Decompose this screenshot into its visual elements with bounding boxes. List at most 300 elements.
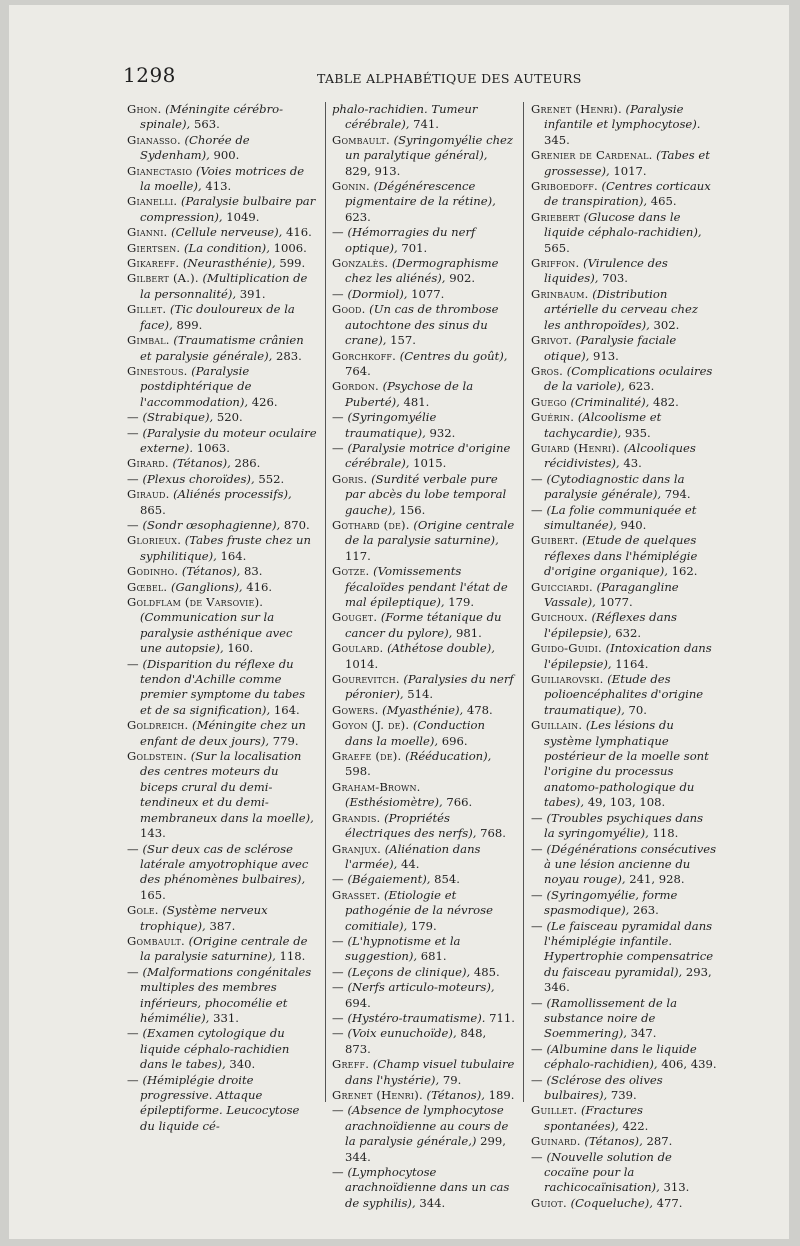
work-title: (Dermographisme chez les aliénés), xyxy=(345,256,499,286)
index-entry xyxy=(531,333,717,364)
author-name: — xyxy=(127,841,139,856)
author-name: Guido-Guidi. xyxy=(531,641,602,656)
author-name: Gianectasio xyxy=(127,163,193,178)
page-refs: 913. xyxy=(593,348,619,363)
index-entry xyxy=(127,965,317,1027)
index-entry xyxy=(127,595,317,657)
work-title: (Sondr œsophagienne), xyxy=(142,517,281,532)
author-name: Gouget. xyxy=(332,610,378,625)
work-title: (Rééducation), xyxy=(405,749,492,764)
work-title: (Communication sur la paralysie asthénique avec une autopsie), xyxy=(140,610,293,656)
page-refs: 1014. xyxy=(345,656,379,671)
index-entry xyxy=(127,657,317,719)
author-name: Guillain. xyxy=(531,718,583,733)
work-title: (Sur deux cas de sclérose latérale amyotrophique avec des phénomènes bulbaires), xyxy=(140,841,309,887)
page-refs: 241, 928. xyxy=(629,872,685,887)
work-title: (Tétanos), xyxy=(172,456,231,471)
work-title: (Intoxication dans l'épilepsie), xyxy=(544,641,712,671)
author-name: Grinbaum. xyxy=(531,286,589,301)
author-name: Grenier de Cardenal. xyxy=(531,148,653,163)
work-title: phalo-rachidien. Tumeur cérébrale), xyxy=(332,102,478,132)
page-refs: 632. xyxy=(615,625,642,640)
page-refs: 563. xyxy=(193,117,220,132)
work-title: (Voix eunuchoïde), xyxy=(347,1026,457,1041)
index-entry xyxy=(332,1165,515,1211)
work-title: (Leçons de clinique), xyxy=(347,964,471,979)
author-name: — xyxy=(531,841,543,856)
index-entry xyxy=(127,1073,317,1135)
author-name: Gotze. xyxy=(332,564,370,579)
index-entry xyxy=(531,256,717,287)
index-entry xyxy=(127,533,317,564)
index-entry xyxy=(531,395,717,410)
index-entry xyxy=(127,256,317,271)
author-name: — xyxy=(332,410,344,425)
page-refs: 465. xyxy=(650,194,677,209)
page-refs: 981. xyxy=(456,625,482,640)
index-entry xyxy=(332,672,515,703)
page-refs: 870. xyxy=(283,517,310,532)
work-title: (Alcooliques récidivistes), xyxy=(544,440,696,471)
work-title: (Centres du goût), xyxy=(399,348,508,363)
page-refs: 935. xyxy=(624,425,651,440)
work-title: (Ganglions), xyxy=(170,579,243,594)
work-title: (Forme tétanique du cancer du pylore), xyxy=(345,610,502,640)
author-name: — xyxy=(332,1026,344,1041)
author-name: — xyxy=(332,933,344,948)
work-title: (Vomissements fécaloïdes pendant l'état de mal épileptique), xyxy=(345,564,508,609)
page-refs: 477. xyxy=(656,1195,683,1210)
index-entry xyxy=(531,641,717,672)
page-refs: 143. xyxy=(140,826,166,841)
index-entry xyxy=(127,102,317,133)
index-entry xyxy=(531,287,717,333)
work-title: (Réflexes dans l'épilepsie), xyxy=(544,610,677,640)
index-entry xyxy=(127,410,317,425)
index-entry xyxy=(332,965,515,980)
author-name: Goldflam (de Varsovie). xyxy=(127,595,264,609)
index-entry xyxy=(332,1088,515,1103)
author-name: Godinho. xyxy=(127,564,179,579)
author-name: Ginestous. xyxy=(127,363,188,378)
work-title: (Paralysie bulbaire par compression), xyxy=(140,194,316,224)
page-refs: 1077. xyxy=(599,595,633,609)
page-refs: 768. xyxy=(480,826,506,841)
author-name: Gros. xyxy=(531,363,564,378)
page-refs: 552. xyxy=(258,471,285,486)
page-refs: 263. xyxy=(632,903,659,918)
work-title: (Examen cytologique du liquide céphalo-rachidien dans le tabes), xyxy=(140,1026,290,1072)
page-refs: 829, 913. xyxy=(345,163,401,178)
work-title: (Voies motrices de la moelle), xyxy=(140,163,305,194)
page-refs: 426. xyxy=(251,394,278,409)
index-entry xyxy=(531,718,717,810)
index-entry xyxy=(127,580,317,595)
author-name: — xyxy=(531,1149,543,1164)
index-entry xyxy=(127,225,317,240)
index-entry xyxy=(332,1057,515,1088)
author-name: Gianni. xyxy=(127,225,168,240)
work-title: (Les lésions du système lymphatique postérieur de la moelle sont l'origine du processus anatomo-pathologique du tabes), xyxy=(544,718,709,810)
author-name: — xyxy=(332,980,344,995)
page-refs: 623. xyxy=(345,209,371,224)
author-name: Guego xyxy=(531,394,567,409)
author-name: Granjux. xyxy=(332,841,381,856)
page-refs: 79. xyxy=(442,1072,462,1087)
index-entry xyxy=(531,364,717,395)
page-refs: 794. xyxy=(664,487,691,502)
work-title: (Troubles psychiques dans la syringomyélie), xyxy=(544,810,704,841)
index-entry xyxy=(127,164,317,195)
author-name: Ghon. xyxy=(127,102,162,116)
work-title: (Paralysie postdiphtérique de l'accommodation), xyxy=(140,363,252,409)
work-title: (Système nerveux trophique), xyxy=(140,903,268,933)
work-title: (Origine centrale de la paralysie saturnine), xyxy=(140,933,308,964)
author-name: Guiliarovski. xyxy=(531,672,604,687)
author-name: — xyxy=(531,1041,543,1056)
work-title: (Etude de quelques réflexes dans l'hémiplégie d'origine organique), xyxy=(544,533,698,579)
index-entry xyxy=(332,641,515,672)
work-title: (Paralysies du nerf péronier), xyxy=(345,672,514,702)
page-refs: 865. xyxy=(140,502,166,517)
index-entry xyxy=(332,179,515,225)
page-refs: 156. xyxy=(399,502,426,517)
work-title: (L'hypnotisme et la suggestion), xyxy=(345,933,461,964)
author-name: — xyxy=(332,1103,344,1118)
work-title: (Champ visuel tubulaire dans l'hystérie), xyxy=(345,1057,515,1087)
index-entry xyxy=(332,349,515,380)
author-name: Grivot. xyxy=(531,333,573,348)
author-name: Gianasso. xyxy=(127,132,181,147)
page-refs: 1077. xyxy=(411,286,445,301)
page-refs: 340. xyxy=(229,1057,256,1072)
index-entry xyxy=(332,379,515,410)
index-entry xyxy=(332,564,515,610)
index-entry xyxy=(127,1026,317,1072)
author-name: Goris. xyxy=(332,471,368,486)
page-refs: 848, 873. xyxy=(345,1026,487,1056)
author-name: Griboedoff. xyxy=(531,179,598,194)
index-entry xyxy=(531,210,717,256)
work-title: (Sclérose des olives bulbaires), xyxy=(544,1072,663,1102)
author-name: Gimbal. xyxy=(127,333,170,348)
author-name: — xyxy=(531,995,543,1010)
index-entry xyxy=(127,934,317,965)
work-title: (Hémorragies du nerf optique), xyxy=(345,225,476,255)
author-name: Gombault. xyxy=(127,933,185,948)
work-title: (Surdité verbale pure par abcès du lobe temporal gauche), xyxy=(345,471,507,517)
index-entry xyxy=(332,703,515,718)
work-title: (Glucose dans le liquide céphalo-rachidien), xyxy=(544,209,702,240)
author-name: Goldstein. xyxy=(127,749,188,764)
page-refs: 118. xyxy=(279,949,306,964)
page-refs: 485. xyxy=(473,964,500,979)
page-refs: 854. xyxy=(434,872,460,887)
page-refs: 164. xyxy=(220,548,247,563)
work-title: (Paragangline Vassale), xyxy=(544,579,679,609)
page-refs: 940. xyxy=(620,517,647,532)
author-name: Graefe (de). xyxy=(332,749,402,764)
page-refs: 623. xyxy=(628,379,655,394)
author-name: — xyxy=(332,440,344,455)
index-entry xyxy=(332,1026,515,1057)
index-entry xyxy=(531,842,717,888)
index-entry xyxy=(531,1196,717,1211)
work-title: (Paralysie du moteur oculaire externe). xyxy=(140,425,317,455)
author-name: — xyxy=(531,918,543,933)
page-refs: 189. xyxy=(488,1088,515,1102)
author-name: Griebert xyxy=(531,209,580,224)
author-name: Gombault. xyxy=(332,132,390,147)
index-entry xyxy=(332,256,515,287)
index-entry xyxy=(127,903,317,934)
page-title: TABLE ALPHABÉTIQUE DES AUTEURS xyxy=(317,71,582,86)
work-title: (Ramollissement de la substance noire de Soemmering), xyxy=(544,995,678,1041)
index-entry xyxy=(127,241,317,256)
work-title: (Esthésiomètre), xyxy=(345,795,443,810)
work-title: (Albumine dans le liquide céphalo-rachidien), xyxy=(544,1041,697,1072)
page-refs: 899. xyxy=(176,317,203,332)
work-title: (Tic douloureux de la face), xyxy=(140,302,295,332)
author-name: Gonzalès. xyxy=(332,256,389,271)
index-entry xyxy=(332,518,515,564)
index-entry xyxy=(531,1042,717,1073)
author-name: Gœbel. xyxy=(127,579,168,594)
column-3 xyxy=(523,102,721,1210)
index-entry xyxy=(127,364,317,410)
work-title: (Un cas de thrombose autochtone des sinus du crane), xyxy=(345,302,499,348)
work-title: (La condition), xyxy=(183,240,270,255)
page-refs: 83. xyxy=(244,564,263,579)
page-refs: 344. xyxy=(419,1195,446,1210)
index-entry xyxy=(531,441,717,472)
index-entry xyxy=(332,472,515,518)
page-refs: 766. xyxy=(446,795,473,810)
work-title: (Hémiplégie droite progressive. Attaque épileptiforme. Leucocytose du liquide cé- xyxy=(140,1072,300,1133)
index-entry xyxy=(332,287,515,302)
index-entry xyxy=(531,610,717,641)
page-refs: 599. xyxy=(279,256,306,271)
work-title: (Lymphocytose arachnoïdienne dans un cas de syphilis), xyxy=(345,1165,510,1210)
page-refs: 287. xyxy=(646,1134,673,1149)
page-refs: 162. xyxy=(671,564,698,579)
author-name: — xyxy=(531,471,543,486)
index-entry xyxy=(332,441,515,472)
author-name: Guinard. xyxy=(531,1134,581,1149)
author-name: Gorchkoff. xyxy=(332,348,397,363)
page-refs: 696. xyxy=(441,733,468,748)
page-refs: 293, 346. xyxy=(544,964,712,995)
page-refs: 299, 344. xyxy=(345,1134,506,1164)
work-title: (Syringomyélie chez un paralytique général), xyxy=(345,132,514,163)
page-refs: 43. xyxy=(623,456,642,471)
page-refs: 1006. xyxy=(273,240,307,255)
page-refs: 160. xyxy=(227,641,254,656)
index-entry xyxy=(332,1103,515,1165)
page-refs: 44. xyxy=(400,856,420,871)
index-entry xyxy=(332,102,515,133)
page-refs: 179. xyxy=(410,918,437,933)
page-refs: 70. xyxy=(628,702,647,717)
page-refs: 900. xyxy=(213,148,240,163)
page-refs: 164. xyxy=(273,702,300,717)
index-entry xyxy=(531,148,717,179)
author-name: — xyxy=(332,286,344,301)
author-name: Guérin. xyxy=(531,410,575,425)
page-refs: 701. xyxy=(401,240,428,255)
index-entry xyxy=(332,872,515,887)
work-title: (Etiologie et pathogénie de la névrose comitiale), xyxy=(345,887,493,933)
work-title: (Myasthénie), xyxy=(382,702,464,717)
index-entry xyxy=(332,133,515,179)
page-refs: 1049. xyxy=(226,209,260,224)
index-entry xyxy=(531,1073,717,1104)
work-title: (Le faisceau pyramidal dans l'hémiplégie infantile. Hypertrophie compensatrice du faisceau pyramidal), xyxy=(544,918,714,979)
author-name: Guiard (Henri). xyxy=(531,440,620,455)
work-title: (Origine centrale de la paralysie saturnine), xyxy=(345,517,515,548)
page-refs: 416. xyxy=(246,579,273,594)
index-entry xyxy=(332,888,515,934)
page-refs: 165. xyxy=(140,887,166,902)
author-name: Gikareff. xyxy=(127,256,180,271)
author-name: Grandis. xyxy=(332,810,381,825)
author-name: Guichoux. xyxy=(531,610,588,625)
work-title: (Dégénérations consécutives à une lésion ancienne du noyau rouge), xyxy=(544,841,717,887)
page-refs: 387. xyxy=(209,918,236,933)
work-title: (Disparition du réflexe du tendon d'Achille comme premier symptome du tabes et de sa signification), xyxy=(140,656,306,717)
author-index xyxy=(127,102,732,1210)
page-refs: 286. xyxy=(234,456,261,471)
page-refs: 481. xyxy=(403,394,430,409)
work-title: (Tabes et grossesse), xyxy=(544,148,710,178)
author-name: — xyxy=(127,471,139,486)
index-entry xyxy=(332,410,515,441)
author-name: — xyxy=(531,1072,543,1087)
work-title: (Absence de lymphocytose arachnoïdienne au cours de la paralysie générale,) xyxy=(345,1103,509,1149)
author-name: Gianelli. xyxy=(127,194,178,209)
index-entry xyxy=(531,1134,717,1149)
page-number: 1298 xyxy=(123,63,176,87)
author-name: Greff. xyxy=(332,1057,370,1072)
author-name: Guillet. xyxy=(531,1103,578,1118)
work-title: (Propriétés électriques des nerfs), xyxy=(345,810,477,841)
page-refs: 283. xyxy=(276,348,302,363)
work-title: (Strabique), xyxy=(142,410,214,425)
work-title: (Méningite chez un enfant de deux jours), xyxy=(140,718,306,748)
page-refs: 711. xyxy=(489,1010,515,1025)
page-refs: 779. xyxy=(272,733,299,748)
author-name: — xyxy=(531,887,543,902)
page-refs: 422. xyxy=(622,1118,649,1133)
page-refs: 416. xyxy=(286,225,312,240)
index-entry xyxy=(332,749,515,780)
index-entry xyxy=(127,194,317,225)
index-entry xyxy=(531,580,717,611)
index-entry xyxy=(531,1103,717,1134)
work-title: (Nerfs articulo-moteurs), xyxy=(347,980,495,995)
author-name: Good. xyxy=(332,302,366,317)
work-title: (Complications oculaires de la variole), xyxy=(544,363,713,394)
work-title: (Plexus choroïdes), xyxy=(142,471,255,486)
page-refs: 598. xyxy=(345,764,371,779)
page-refs: 764. xyxy=(345,363,371,378)
author-name: — xyxy=(127,1072,139,1087)
index-entry xyxy=(127,564,317,579)
author-name: — xyxy=(127,425,139,440)
work-title: (Tabes fruste chez un syphilitique), xyxy=(140,533,311,563)
work-title: (Méningite cérébro-spinale), xyxy=(140,102,284,132)
work-title: (Paralysie faciale otique), xyxy=(544,333,677,363)
work-title: (Aliénés processifs), xyxy=(173,487,292,502)
author-name: Gothard (de). xyxy=(332,517,410,532)
author-name: Graham-Brown. xyxy=(332,779,421,794)
work-title: (Conduction dans la moelle), xyxy=(345,718,485,748)
index-entry xyxy=(332,610,515,641)
work-title: (Traumatisme crânien et paralysie générale), xyxy=(140,333,304,363)
page-refs: 739. xyxy=(610,1088,637,1102)
page-refs: 703. xyxy=(602,271,628,286)
author-name: Girard. xyxy=(127,456,169,471)
index-entry xyxy=(332,302,515,348)
index-entry xyxy=(127,133,317,164)
author-name: Gordon. xyxy=(332,379,379,394)
author-name: Grasset. xyxy=(332,887,381,902)
page-refs: 117. xyxy=(345,548,371,563)
index-entry xyxy=(531,919,717,996)
work-title: (Multiplication de la personnalité), xyxy=(140,271,308,301)
work-title: (La folie communiquée et simultanée), xyxy=(544,502,697,532)
author-name: — xyxy=(127,517,139,532)
index-entry xyxy=(531,888,717,919)
index-entry xyxy=(332,780,515,811)
index-entry xyxy=(127,426,317,457)
work-title: (Paralysie motrice d'origine cérébrale), xyxy=(345,440,511,471)
page-refs: 391. xyxy=(239,286,266,301)
page xyxy=(9,5,789,1239)
work-title: (Cytodiagnostic dans la paralysie générale), xyxy=(544,471,685,502)
page-refs: 1164. xyxy=(615,656,649,671)
author-name: Gilbert (A.). xyxy=(127,271,199,286)
author-name: — xyxy=(332,872,344,887)
work-title: (Criminalité), xyxy=(570,394,650,409)
work-title: (Distribution artérielle du cerveau chez les anthropoïdes), xyxy=(544,286,698,332)
work-title: (Psychose de la Puberté), xyxy=(345,379,474,409)
author-name: Grenet (Henri). xyxy=(332,1088,423,1102)
work-title: (Athétose double), xyxy=(387,641,495,656)
index-entry xyxy=(127,487,317,518)
page-refs: 406, 439. xyxy=(661,1057,717,1072)
page-refs: 514. xyxy=(407,687,434,702)
author-name: — xyxy=(332,1010,344,1025)
index-entry xyxy=(531,410,717,441)
index-entry xyxy=(127,271,317,302)
work-title: (Syringomyélie traumatique), xyxy=(345,410,437,440)
index-entry xyxy=(127,333,317,364)
index-entry xyxy=(531,102,717,148)
work-title: (Fractures spontanées), xyxy=(544,1103,643,1133)
index-entry xyxy=(531,503,717,534)
author-name: Gillet. xyxy=(127,302,167,317)
page-refs: 1015. xyxy=(413,456,447,471)
work-title: (Tétanos), xyxy=(584,1134,643,1149)
work-title: (Aliénation dans l'armée), xyxy=(345,841,481,871)
author-name: — xyxy=(127,1026,139,1041)
page-refs: 681. xyxy=(420,949,447,964)
author-name: Goulard. xyxy=(332,641,384,656)
author-name: — xyxy=(127,964,139,979)
page-refs: 902. xyxy=(449,271,476,286)
work-title: (Chorée de Sydenham), xyxy=(140,132,250,163)
